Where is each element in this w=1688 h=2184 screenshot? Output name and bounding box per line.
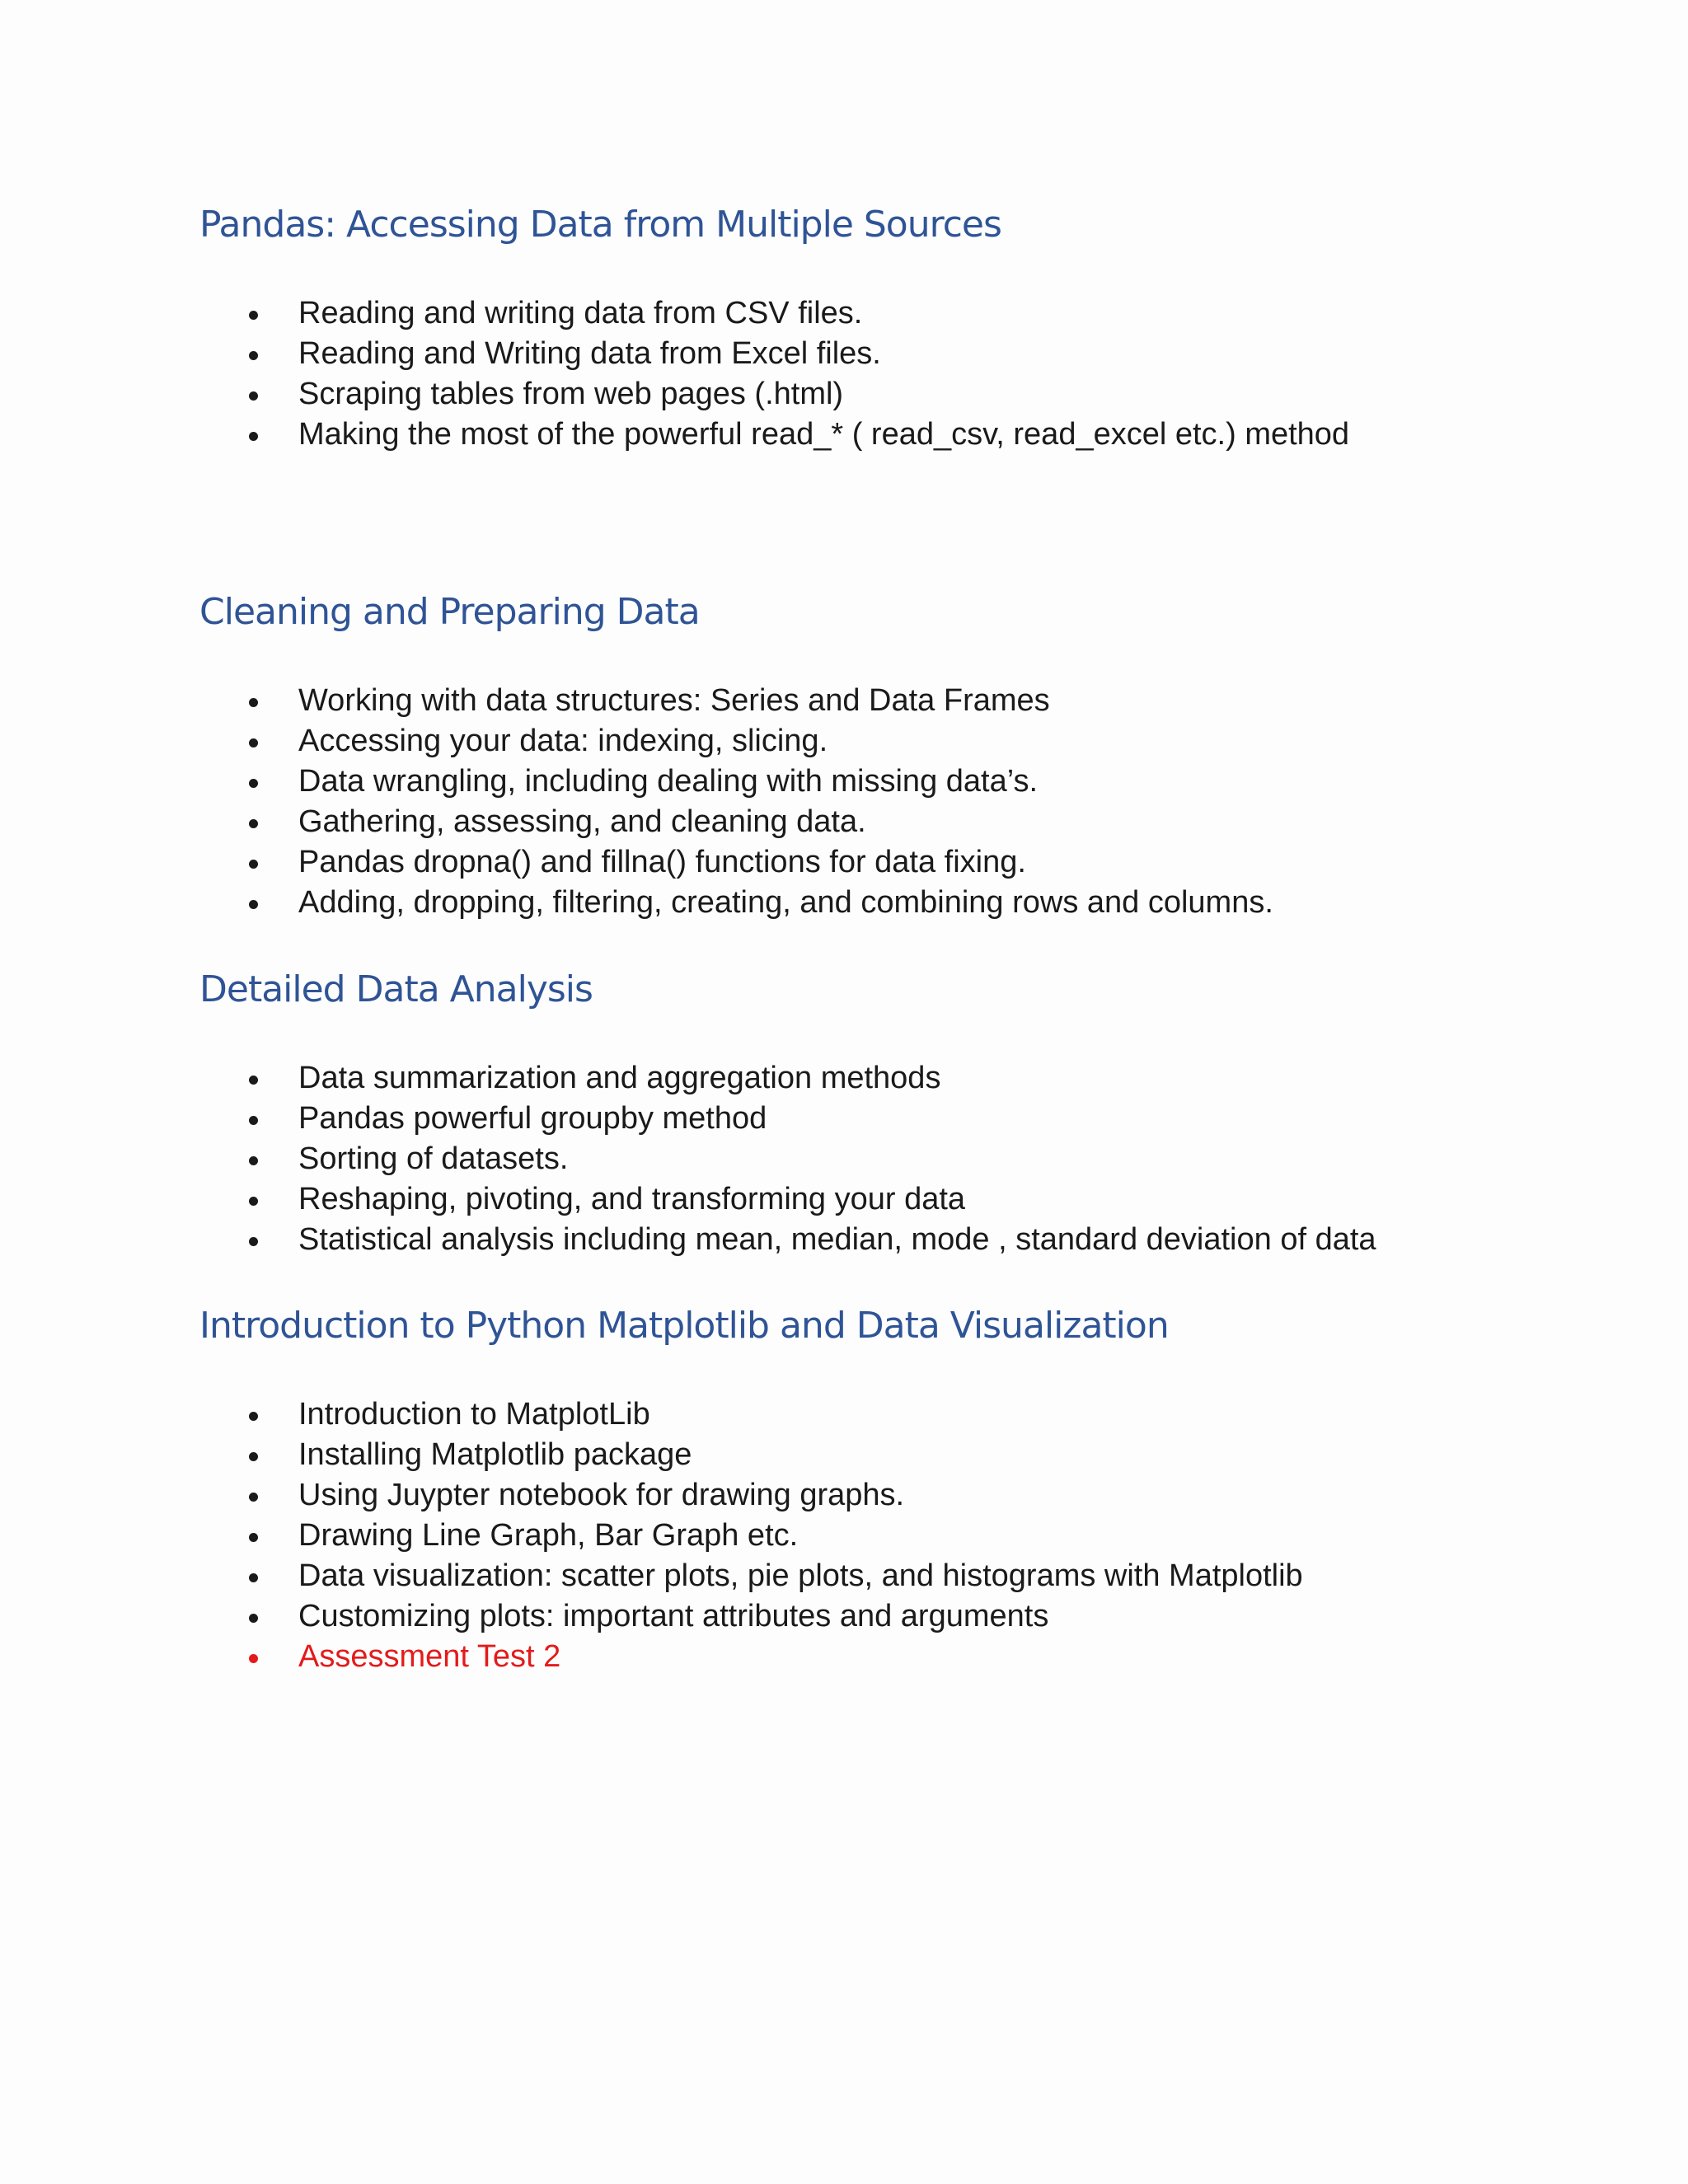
list-item-text: Data visualization: scatter plots, pie plots, and histograms with Matplotlib: [298, 1558, 1303, 1593]
list-item: [199, 334, 1551, 374]
list-item-text: Reading and writing data from CSV files.: [298, 296, 863, 330]
bullet-list: [199, 681, 1551, 923]
section-heading: Pandas: Accessing Data from Multiple Sources: [199, 204, 1001, 246]
list-item-text: Reading and Writing data from Excel files.: [298, 336, 881, 371]
list-item-text: Accessing your data: indexing, slicing.: [298, 724, 828, 758]
list-item-text: Assessment Test 2: [298, 1639, 561, 1674]
list-item: [199, 802, 1551, 842]
list-item: [199, 1179, 1551, 1220]
bullet-icon: [249, 1452, 258, 1461]
bullet-icon: [249, 1573, 258, 1582]
section-heading: Introduction to Python Matplotlib and Data Visualization: [199, 1305, 1169, 1347]
list-item-text: Statistical analysis including mean, median, mode , standard deviation of data: [298, 1222, 1376, 1257]
bullet-icon: [249, 1533, 258, 1542]
list-item-text: Data wrangling, including dealing with missing data’s.: [298, 764, 1039, 799]
list-item-text: Making the most of the powerful read_* ( read_csv, read_excel etc.) method: [298, 417, 1350, 452]
list-item-text: Installing Matplotlib package: [298, 1437, 692, 1472]
list-item: [199, 721, 1551, 762]
bullet-icon: [249, 351, 258, 360]
list-item-text: Working with data structures: Series and Data Frames: [298, 683, 1050, 718]
list-item-text: Reshaping, pivoting, and transforming your data: [298, 1182, 966, 1216]
bullet-icon: [249, 738, 258, 748]
section-heading: Cleaning and Preparing Data: [199, 591, 700, 633]
bullet-icon: [249, 819, 258, 828]
bullet-icon: [249, 1493, 258, 1502]
list-item-text: Drawing Line Graph, Bar Graph etc.: [298, 1518, 799, 1553]
bullet-icon: [249, 1614, 258, 1623]
list-item-text: Sorting of datasets.: [298, 1141, 569, 1176]
list-item: [199, 1058, 1551, 1099]
bullet-icon: [249, 779, 258, 788]
list-item-text: Customizing plots: important attributes and arguments: [298, 1599, 1049, 1633]
bullet-icon: [249, 1156, 258, 1165]
bullet-list: [199, 1394, 1551, 1677]
list-item-text: Pandas powerful groupby method: [298, 1101, 767, 1136]
list-item: [199, 1139, 1551, 1179]
list-item-highlight: [199, 1637, 1551, 1677]
list-item: [199, 293, 1551, 334]
list-item: [199, 1475, 1551, 1516]
list-item-text: Data summarization and aggregation methods: [298, 1061, 941, 1095]
bullet-list: [199, 1058, 1551, 1260]
bullet-icon: [249, 1412, 258, 1421]
list-item: [199, 883, 1551, 923]
bullet-icon: [249, 1076, 258, 1085]
bullet-icon: [249, 1654, 258, 1663]
list-item: [199, 842, 1551, 883]
bullet-icon: [249, 311, 258, 320]
bullet-icon: [249, 391, 258, 401]
list-item: [199, 681, 1551, 721]
bullet-icon: [249, 900, 258, 909]
section-matplotlib-visualization: [199, 1303, 1551, 1677]
list-item-text: Scraping tables from web pages (.html): [298, 377, 844, 411]
list-item: [199, 1556, 1551, 1596]
list-item: [199, 1220, 1551, 1260]
section-heading: Detailed Data Analysis: [199, 968, 593, 1010]
bullet-icon: [249, 1116, 258, 1125]
list-item: [199, 762, 1551, 802]
section-detailed-data-analysis: [199, 967, 1551, 1260]
list-item: [199, 415, 1551, 455]
list-item-text: Introduction to MatplotLib: [298, 1397, 650, 1432]
section-pandas-accessing-data: [199, 202, 1551, 455]
section-cleaning-preparing-data: [199, 589, 1551, 923]
list-item: [199, 1596, 1551, 1637]
list-item-text: Adding, dropping, filtering, creating, and combining rows and columns.: [298, 885, 1273, 920]
list-item-text: Gathering, assessing, and cleaning data.: [298, 804, 866, 839]
list-item: [199, 1099, 1551, 1139]
bullet-icon: [249, 432, 258, 441]
list-item: [199, 1435, 1551, 1475]
bullet-icon: [249, 860, 258, 869]
list-item-text: Using Juypter notebook for drawing graphs.: [298, 1478, 905, 1512]
bullet-icon: [249, 1237, 258, 1246]
list-item: [199, 374, 1551, 415]
list-item: [199, 1516, 1551, 1556]
list-item: [199, 1394, 1551, 1435]
bullet-icon: [249, 1197, 258, 1206]
bullet-icon: [249, 698, 258, 707]
list-item-text: Pandas dropna() and fillna() functions for data fixing.: [298, 845, 1026, 879]
bullet-list: [199, 293, 1551, 455]
